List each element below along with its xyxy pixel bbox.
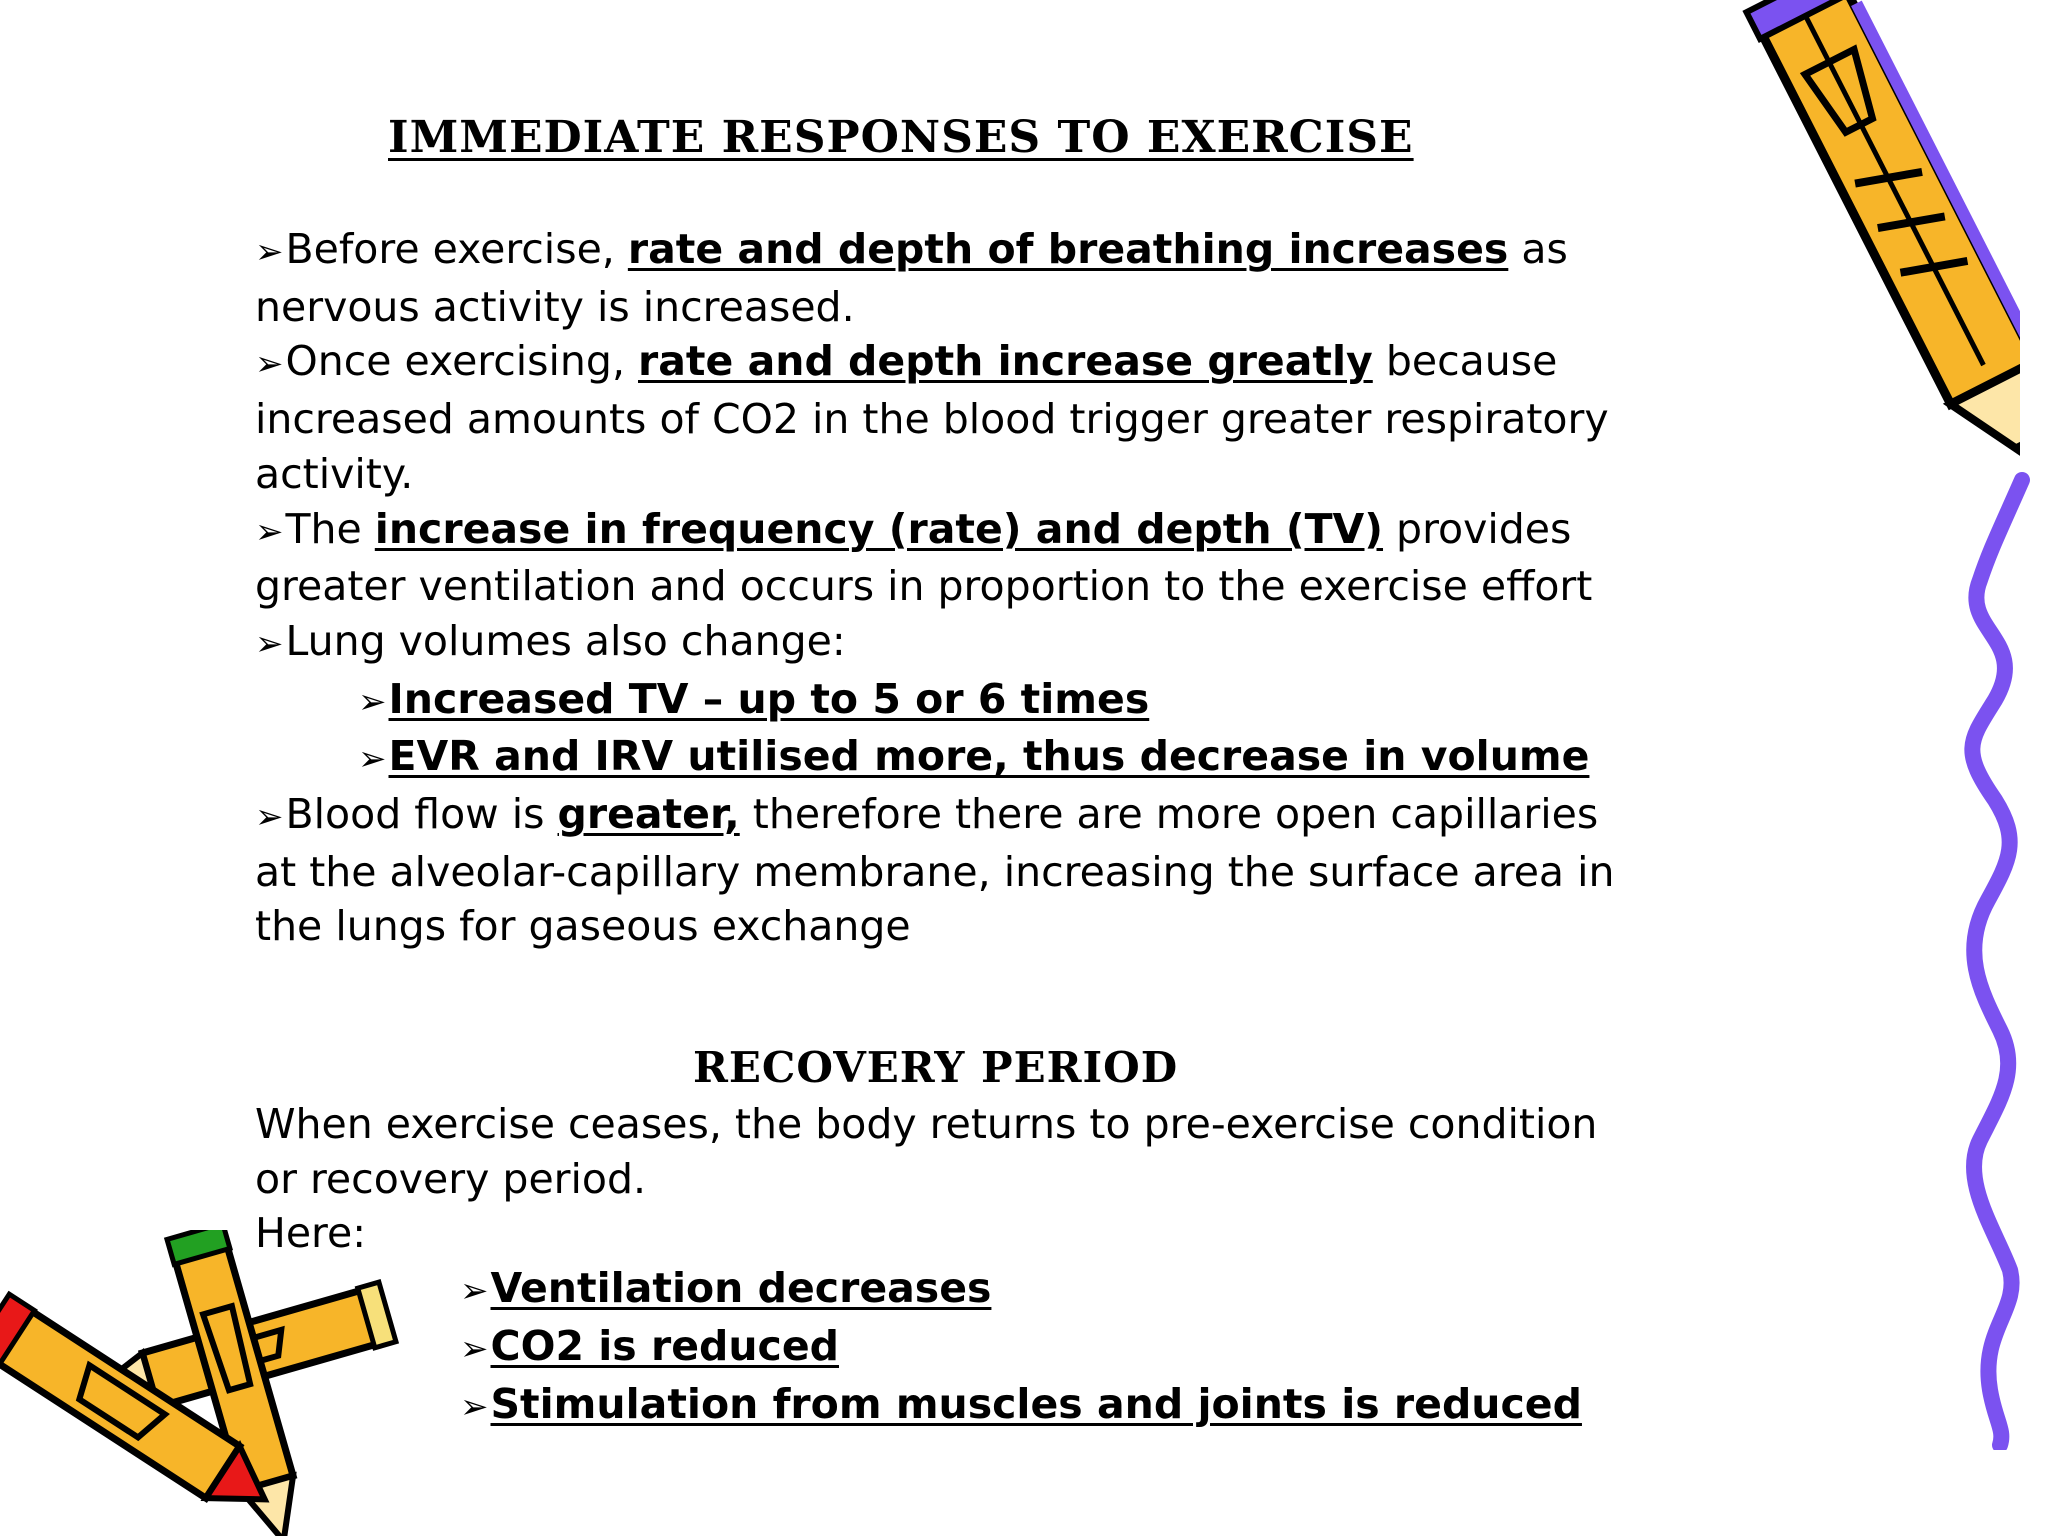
arrow-bullet-icon: ➢ [358, 739, 387, 780]
arrow-bullet-icon: ➢ [358, 681, 387, 722]
list-item [255, 1319, 1615, 1377]
emphasis: Ventilation decreases [490, 1264, 992, 1313]
arrow-bullet-icon: ➢ [460, 1386, 489, 1427]
sub-list-item [255, 729, 1615, 787]
arrow-bullet-icon: ➢ [255, 344, 284, 385]
arrow-bullet-icon: ➢ [255, 623, 284, 664]
arrow-bullet-icon: ➢ [255, 511, 284, 552]
crossed-pencils-icon [0, 1230, 420, 1536]
emphasis: greater, [557, 790, 740, 839]
section-heading: RECOVERY PERIOD [693, 1043, 1179, 1092]
list-item: ➢Lung volumes also change: [255, 614, 1615, 672]
arrow-bullet-icon: ➢ [460, 1328, 489, 1369]
emphasis: Stimulation from muscles and joints is reduced [490, 1379, 1582, 1428]
list-item: ➢The increase in frequency (rate) and depth (TV) provides greater ventilation and occurs in proportion to the exercise effort [255, 504, 1593, 611]
arrow-bullet-icon: ➢ [255, 797, 284, 838]
recovery-here: Here: [255, 1209, 367, 1258]
emphasis: CO2 is reduced [490, 1321, 839, 1370]
arrow-bullet-icon: ➢ [255, 232, 284, 272]
emphasis: rate and depth of breathing increases [627, 225, 1509, 273]
sub-list-item [255, 672, 1615, 730]
list-item: ➢Once exercising, rate and depth increase greatly because increased amounts of CO2 in the blood trigger greater respiratory activity. [255, 337, 1609, 498]
arrow-bullet-icon: ➢ [460, 1271, 489, 1312]
list-item [255, 1261, 1615, 1319]
responses-list [255, 222, 1615, 954]
list-item: ➢Before exercise, rate and depth of breathing increases as nervous activity is increased. [255, 225, 1568, 331]
emphasis: Increased TV – up to 5 or 6 times [388, 674, 1150, 723]
squiggle-decoration [1940, 470, 2040, 1450]
pencil-icon [1720, 0, 2020, 500]
recovery-section [255, 1097, 1615, 1434]
emphasis: increase in frequency (rate) and depth (TV) [374, 504, 1384, 553]
list-item: ➢Blood flow is greater, therefore there are more open capillaries at the alveolar-capillary membrane, increasing the surface area in the lungs for gaseous exchange [255, 790, 1615, 951]
recovery-intro: When exercise ceases, the body returns to pre-exercise condition or recovery period. [255, 1100, 1598, 1203]
list-item [255, 1377, 1615, 1435]
emphasis: rate and depth increase greatly [638, 337, 1373, 386]
emphasis: EVR and IRV utilised more, thus decrease in volume [388, 732, 1590, 781]
page-title: IMMEDIATE RESPONSES TO EXERCISE [388, 112, 1414, 163]
